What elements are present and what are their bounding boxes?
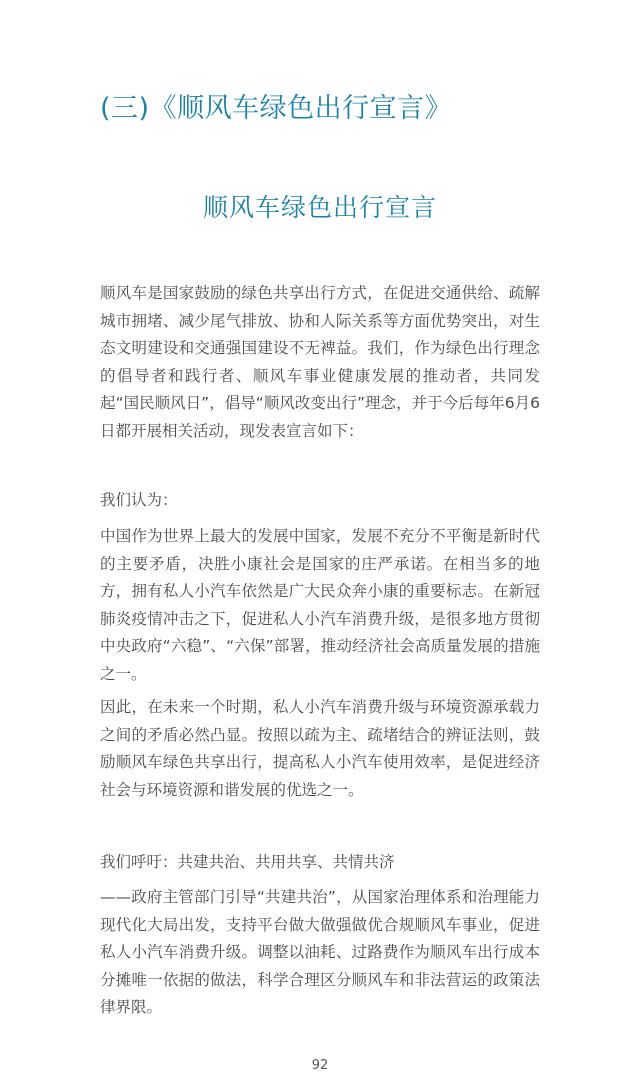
we-believe-label: 我们认为：: [100, 491, 178, 509]
we-believe-paragraph-1: 中国作为世界上最大的发展中国家，发展不充分不平衡是新时代的主要矛盾，决胜小康社会是国家的庄严承诺。在相当多的地方，拥有私人小汽车依然是广大民众奔小康的重要标志。在新冠肺炎疫情冲击之下，促进私人小汽车消费升级，是很多地方贯彻中央政府“六稳”、“六保”部署，推动经济社会高质量发展的措施之一。: [100, 527, 540, 683]
section-heading: (三)《顺风车绿色出行宣言》: [100, 93, 453, 124]
we-call-paragraph-1: ——政府主管部门引导“共建共治”，从国家治理体系和治理能力现代化大局出发，支持平台做大做强做优合规顺风车事业，促进私人小汽车消费升级。调整以油耗、过路费作为顺风车出行成本分摊唯一依据的做法，科学合理区分顺风车和非法营运的政策法律界限。: [100, 888, 540, 1016]
we-call-label: 我们呼吁：共建共治、共用共享、共情共济: [100, 853, 395, 871]
we-believe-paragraph-2: 因此，在未来一个时期，私人小汽车消费升级与环境资源承载力之间的矛盾必然凸显。按照以疏为主、疏堵结合的辨证法则，鼓励顺风车绿色共享出行，提高私人小汽车使用效率，是促进经济社会与环境资源和谐发展的优选之一。: [100, 698, 540, 799]
intro-paragraph: 顺风车是国家鼓励的绿色共享出行方式，在促进交通供给、疏解城市拥堵、减少尾气排放、协和人际关系等方面优势突出，对生态文明建设和交通强国建设不无裨益。我们，作为绿色出行理念的倡导者和践行者、顺风车事业健康发展的推动者，共同发起“国民顺风日”，倡导“顺风改变出行”理念，并于今后每年6月6日都开展相关活动，现发表宣言如下：: [100, 284, 540, 440]
document-title: 顺风车绿色出行宣言: [202, 193, 437, 222]
page-number: 92: [311, 1058, 329, 1073]
